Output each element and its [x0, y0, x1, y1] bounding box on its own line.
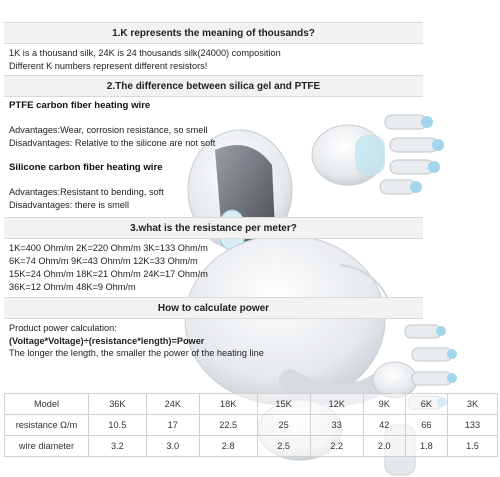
power-note: The longer the length, the smaller the power of the heating line [9, 348, 264, 358]
table-cell: 133 [447, 415, 497, 436]
ptfe-heading: PTFE carbon fiber heating wire [9, 100, 151, 111]
table-cell: 2.2 [310, 436, 363, 457]
table-cell: 25 [257, 415, 310, 436]
resistance-line: 15K=24 Ohm/m 18K=21 Ohm/m 24K=17 Ohm/m [9, 269, 208, 279]
power-calc-label: Product power calculation: [9, 323, 117, 333]
resistance-line: 1K=400 Ohm/m 2K=220 Ohm/m 3K=133 Ohm/m [9, 243, 208, 253]
section-4-body [4, 319, 423, 363]
power-formula: (Voltage*Voltage)÷(resistance*length)=Power [9, 335, 205, 346]
table-cell: 42 [363, 415, 405, 436]
table-cell: 1.5 [447, 436, 497, 457]
table-row [5, 415, 498, 436]
table-cell: 66 [405, 415, 447, 436]
silicone-heading: Silicone carbon fiber heating wire [9, 162, 163, 173]
silicone-disadvantages: Disadvantages: there is smell [9, 199, 130, 210]
table-cell: 15K [257, 394, 310, 415]
table-cell: 2.8 [199, 436, 257, 457]
silicone-advantages: Advantages:Resistant to bending, soft [9, 187, 164, 197]
section-2-title: 2.The difference between silica gel and PTFE [4, 75, 423, 97]
section-3-title: 3.what is the resistance per meter? [4, 217, 423, 239]
table-cell: 1.8 [405, 436, 447, 457]
table-cell: Model [5, 394, 89, 415]
ptfe-advantages: Advantages:Wear, corrosion resistance, so smell [9, 125, 208, 135]
table-cell: 17 [146, 415, 199, 436]
section-1-title: 1.K represents the meaning of thousands? [4, 22, 423, 44]
ptfe-body [4, 114, 423, 152]
resistance-line: 6K=74 Ohm/m 9K=43 Ohm/m 12K=33 Ohm/m [9, 256, 198, 266]
table-cell: 3.2 [89, 436, 147, 457]
table-cell: 2.5 [257, 436, 310, 457]
table-cell: 3K [447, 394, 497, 415]
table-cell: 6K [405, 394, 447, 415]
silicone-body [4, 176, 423, 214]
table-cell: 22.5 [199, 415, 257, 436]
table-cell: 18K [199, 394, 257, 415]
table-row [5, 394, 498, 415]
section-3-body [4, 239, 423, 297]
table-cell: wire diameter [5, 436, 89, 457]
table-cell: 2.0 [363, 436, 405, 457]
table-cell: 33 [310, 415, 363, 436]
table-cell: 24K [146, 394, 199, 415]
section-4-title: How to calculate power [4, 297, 423, 319]
ptfe-disadvantages: Disadvantages: Relative to the silicone are not soft [9, 137, 216, 148]
resistance-line: 36K=12 Ohm/m 48K=9 Ohm/m [9, 282, 136, 292]
table-cell: 10.5 [89, 415, 147, 436]
table-cell: 12K [310, 394, 363, 415]
table-cell: resistance Ω/m [5, 415, 89, 436]
spec-table [4, 393, 498, 457]
table-cell: 3.0 [146, 436, 199, 457]
table-cell: 36K [89, 394, 147, 415]
section-1-line: Different K numbers represent different resistors! [9, 60, 208, 71]
table-cell: 9K [363, 394, 405, 415]
section-1-body [4, 44, 423, 75]
section-1-line: 1K is a thousand silk, 24K is 24 thousands silk(24000) composition [9, 48, 281, 58]
product-document [4, 22, 423, 363]
table-row [5, 436, 498, 457]
